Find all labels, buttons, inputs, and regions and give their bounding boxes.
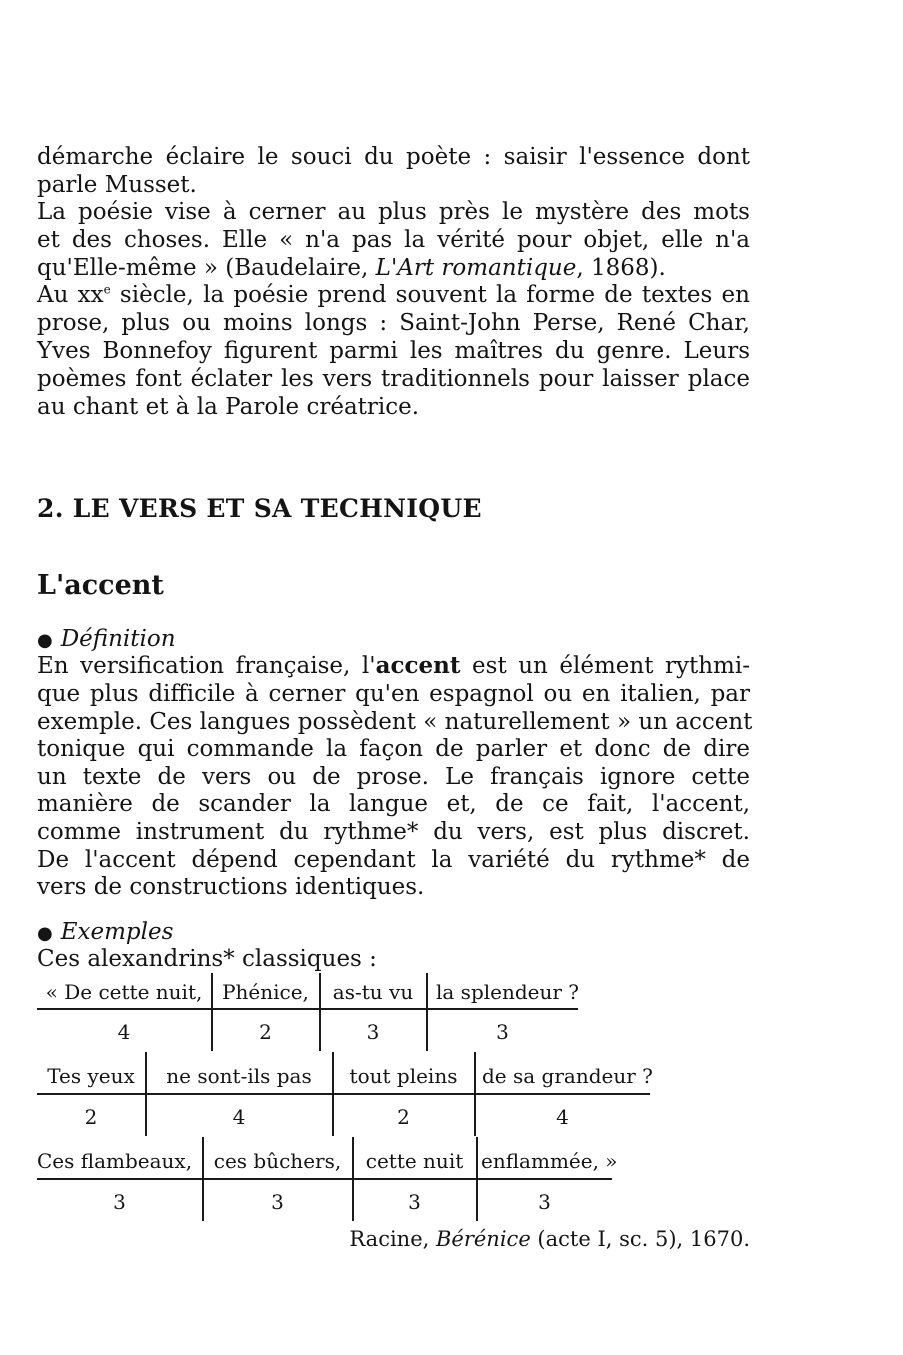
verse-segment: cette nuit bbox=[365, 1149, 464, 1173]
rule bbox=[37, 1008, 578, 1010]
bullet-icon: ● bbox=[37, 630, 53, 651]
verse-segment: « De cette nuit, bbox=[45, 980, 203, 1004]
text-line: En versification française, l'accent est un élément rythmi- bbox=[37, 652, 750, 679]
subsection-heading: L'accent bbox=[37, 570, 164, 601]
accent-count: 3 bbox=[408, 1190, 421, 1214]
text-line: que plus difficile à cerner qu'en espagnol ou en italien, par bbox=[37, 681, 750, 707]
source-citation: Racine, Bérénice (acte I, sc. 5), 1670. bbox=[349, 1227, 750, 1251]
text-line: De l'accent dépend cependant la variété du rythme* de bbox=[37, 847, 750, 873]
accent-count: 3 bbox=[271, 1190, 284, 1214]
divider bbox=[352, 1137, 354, 1221]
accent-count: 3 bbox=[113, 1190, 126, 1214]
term-accent: accent bbox=[375, 652, 461, 679]
verse-segment: Tes yeux bbox=[47, 1064, 135, 1088]
divider bbox=[474, 1052, 476, 1136]
text-line: démarche éclaire le souci du poète : saisir l'essence dont bbox=[37, 144, 750, 170]
rule bbox=[37, 1178, 612, 1180]
divider bbox=[476, 1137, 478, 1221]
accent-count: 4 bbox=[117, 1020, 131, 1044]
text-line: Au $xx^e$ siècle, la poésie prend souvent la forme de textes en bbox=[37, 282, 750, 308]
definition-label: ● Définition bbox=[37, 626, 176, 652]
divider bbox=[426, 973, 428, 1051]
divider bbox=[211, 973, 213, 1051]
verse-segment: ne sont-ils pas bbox=[166, 1064, 312, 1088]
divider bbox=[202, 1137, 204, 1221]
book-title: L'Art romantique bbox=[375, 255, 577, 281]
text-line: au chant et à la Parole créatrice. bbox=[37, 394, 420, 420]
bullet-icon: ● bbox=[37, 923, 53, 944]
text-line: et des choses. Elle « n'a pas la vérité pour objet, elle n'a bbox=[37, 227, 750, 253]
accent-count: 2 bbox=[84, 1105, 98, 1129]
rule bbox=[37, 1093, 650, 1095]
verse-segment: Phénice, bbox=[222, 980, 309, 1004]
accent-count: 2 bbox=[259, 1020, 272, 1044]
divider bbox=[145, 1052, 147, 1136]
text-line: qu'Elle-même » (Baudelaire, L'Art romantique, 1868). bbox=[37, 255, 666, 281]
verse-segment: la splendeur ? bbox=[436, 980, 580, 1004]
play-title: Bérénice bbox=[435, 1227, 531, 1251]
divider bbox=[332, 1052, 334, 1136]
text-line: exemple. Ces langues possèdent « naturellement » un accent bbox=[37, 709, 753, 735]
verse-segment: Ces flambeaux, bbox=[37, 1149, 193, 1173]
accent-count: 3 bbox=[538, 1190, 551, 1214]
verse-segment: de sa grandeur ? bbox=[482, 1064, 653, 1088]
text-line: un texte de vers ou de prose. Le français ignore cette bbox=[37, 764, 750, 790]
text-line: tonique qui commande la façon de parler et donc de dire bbox=[37, 736, 750, 762]
text-line: La poésie vise à cerner au plus près le mystère des mots bbox=[37, 199, 750, 225]
divider bbox=[319, 973, 321, 1051]
text-line: prose, plus ou moins longs : Saint-John Perse, René Char, bbox=[37, 310, 750, 336]
text-line: vers de constructions identiques. bbox=[37, 874, 425, 900]
examples-label: ● Exemples bbox=[37, 919, 174, 945]
text-line: poèmes font éclater les vers traditionnels pour laisser place bbox=[37, 366, 750, 392]
accent-count: 2 bbox=[397, 1105, 410, 1129]
text-line: comme instrument du rythme* du vers, est plus discret. bbox=[37, 819, 750, 845]
accent-count: 3 bbox=[366, 1020, 380, 1044]
accent-count: 4 bbox=[556, 1105, 569, 1129]
section-heading: 2. LE VERS ET SA TECHNIQUE bbox=[37, 494, 482, 523]
verse-segment: tout pleins bbox=[349, 1064, 458, 1088]
accent-count: 3 bbox=[496, 1020, 509, 1044]
verse-segment: enflammée, » bbox=[481, 1149, 618, 1173]
text-line: parle Musset. bbox=[37, 172, 197, 198]
verse-segment: as-tu vu bbox=[332, 980, 414, 1004]
accent-count: 4 bbox=[232, 1105, 246, 1129]
text-line: Yves Bonnefoy figurent parmi les maîtres du genre. Leurs bbox=[37, 338, 750, 364]
verse-segment: ces bûchers, bbox=[213, 1149, 342, 1173]
text-line: manière de scander la langue et, de ce fait, l'accent, bbox=[37, 791, 750, 817]
text-line: Ces alexandrins* classiques : bbox=[37, 946, 377, 972]
